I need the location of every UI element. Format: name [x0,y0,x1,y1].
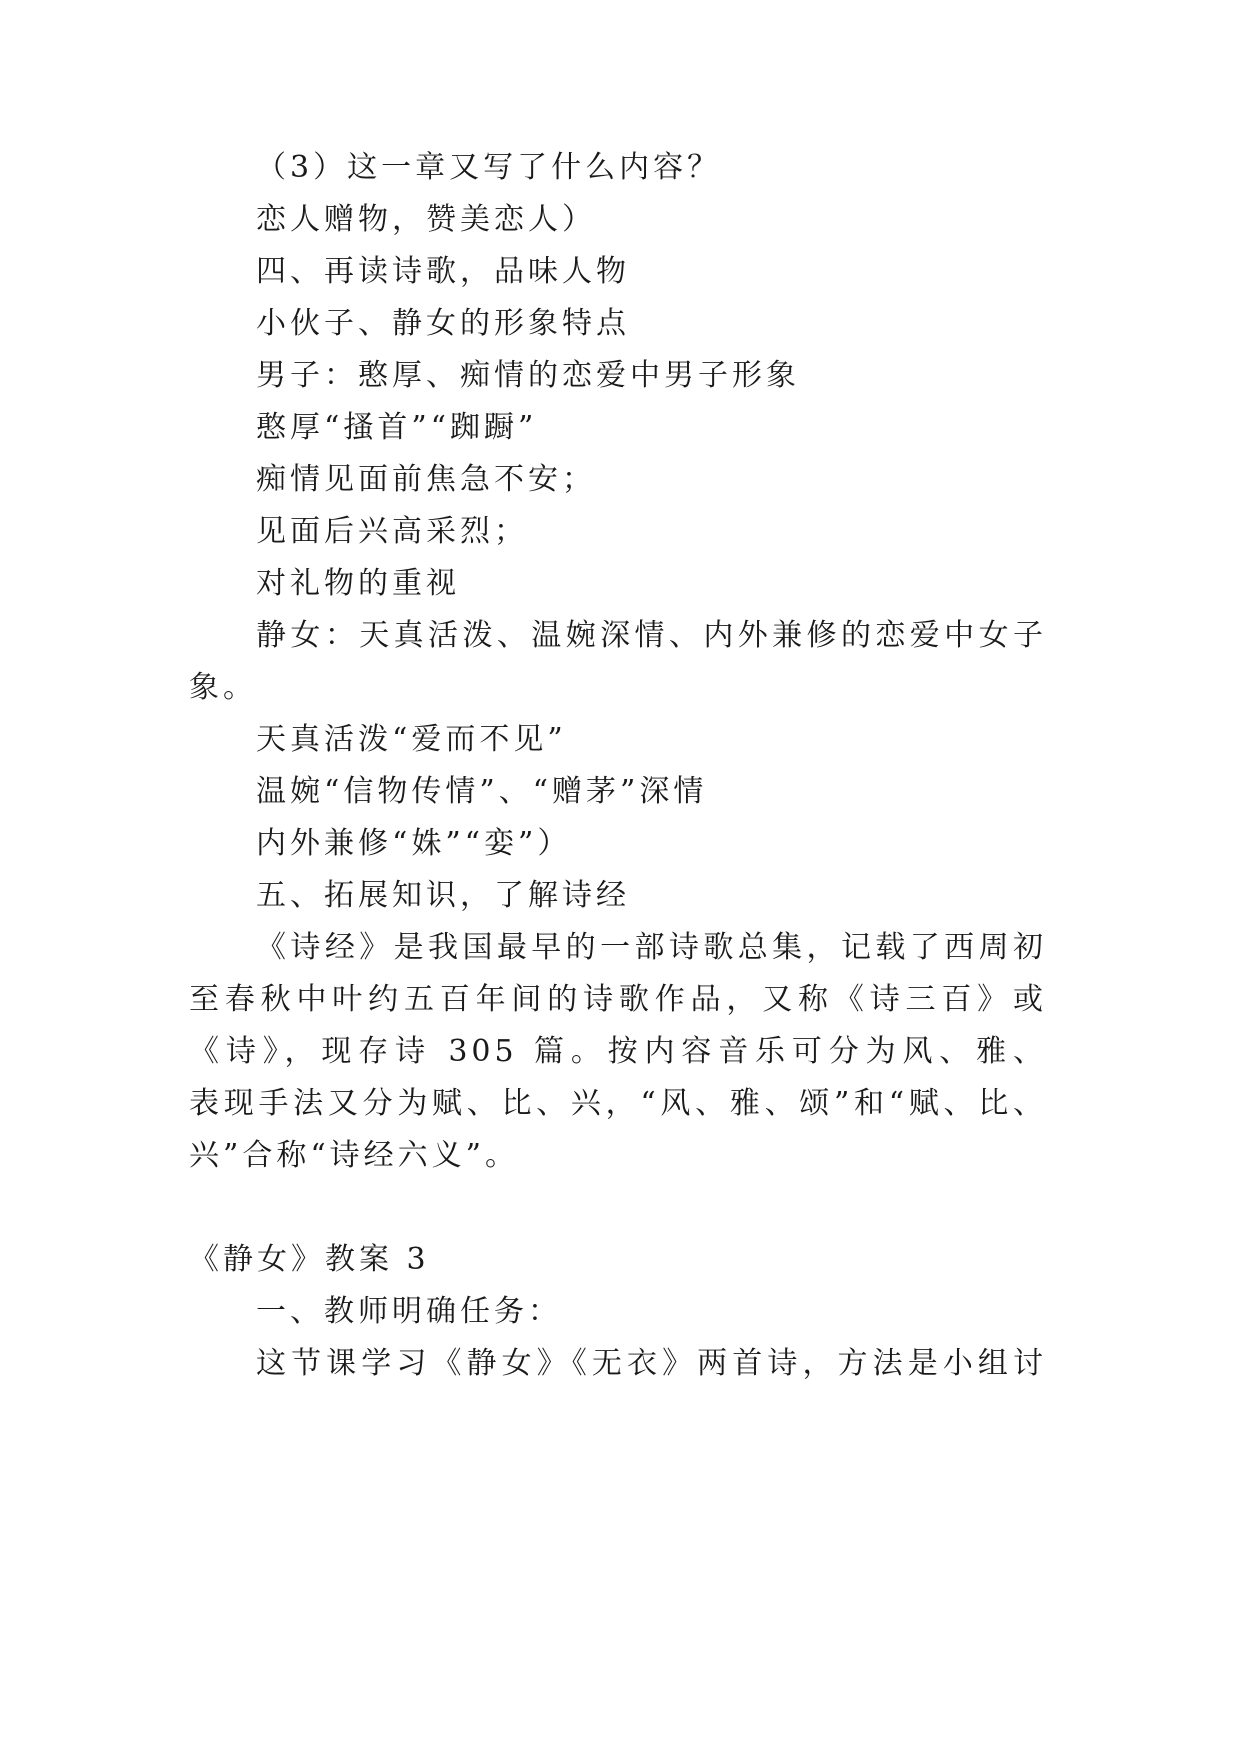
paragraph-line: 这节课学习《静女》《无衣》两首诗，方法是小组讨 [256,1346,1047,1381]
text-line: 温婉“信物传情”、“赠茅”深情 [256,774,708,809]
text-line: 男子：憨厚、痴情的恋爱中男子形象 [256,358,800,393]
lesson-plan-title: 《静女》教案 3 [189,1242,430,1277]
paragraph-line: 至春秋中叶约五百年间的诗歌作品，又称《诗三百》或 [189,982,1047,1017]
text-line: 憨厚“搔首”“踟蹰” [256,410,538,445]
paragraph-line: 象。 [189,670,257,705]
paragraph-line: 兴”合称“诗经六义”。 [189,1138,520,1173]
section-5-heading: 五、拓展知识，了解诗经 [256,878,630,913]
text-line: 小伙子、静女的形象特点 [256,306,630,341]
paragraph-line: 《诗经》是我国最早的一部诗歌总集，记载了西周初 [256,930,1047,965]
text-line: 痴情见面前焦急不安； [256,462,596,497]
text-line: 见面后兴高采烈； [256,514,528,549]
answer-line: 恋人赠物，赞美恋人） [256,202,596,237]
paragraph-line: 表现手法又分为赋、比、兴，“风、雅、颂”和“赋、比、 [189,1086,1047,1121]
section-1-heading: 一、教师明确任务： [256,1294,562,1329]
text-line: 内外兼修“姝”“娈”） [256,826,572,861]
section-4-heading: 四、再读诗歌，品味人物 [256,254,630,289]
question-3-line: （3）这一章又写了什么内容？ [256,150,722,185]
text-line: 对礼物的重视 [256,566,460,601]
text-line: 天真活泼“爱而不见” [256,722,567,757]
paragraph-line: 静女：天真活泼、温婉深情、内外兼修的恋爱中女子 [256,618,1047,653]
paragraph-line: 《诗》，现存诗 305 篇。按内容音乐可分为风、雅、 [189,1034,1047,1069]
